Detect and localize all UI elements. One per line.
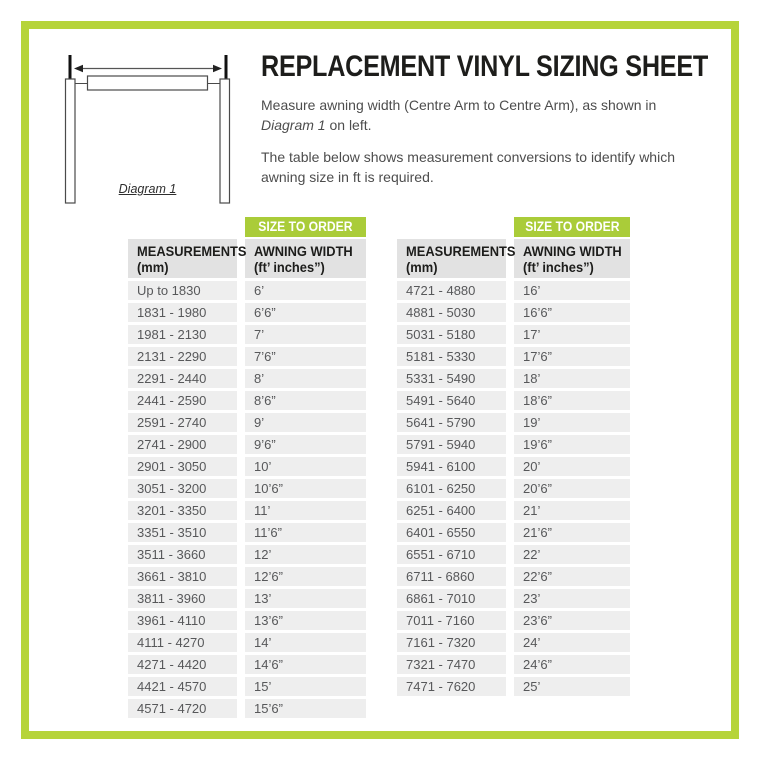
awning-width-cell: 10’6” (245, 479, 366, 498)
awning-width-cell: 8’ (245, 369, 366, 388)
table-row (128, 545, 366, 564)
awning-width-cell: 19’ (514, 413, 630, 432)
measurement-range-cell: 4571 - 4720 (128, 699, 237, 718)
awning-width-cell: 20’6” (514, 479, 630, 498)
table-row (397, 325, 630, 344)
width-arrow-right-head (213, 65, 222, 72)
table-header-row (128, 239, 366, 278)
measurements-header-cell (397, 239, 516, 278)
intro-paragraph-1 (261, 95, 681, 135)
badge-row (397, 217, 630, 237)
table-row (397, 391, 630, 410)
awning-width-cell: 7’ (245, 325, 366, 344)
measurement-range-cell: 2441 - 2590 (128, 391, 237, 410)
awning-width-cell: 23’ (514, 589, 630, 608)
awning-width-cell: 16’ (514, 281, 630, 300)
intro-p1-post: on left. (325, 117, 372, 133)
measurement-range-cell: 5791 - 5940 (397, 435, 506, 454)
measurement-range-cell: 3201 - 3350 (128, 501, 237, 520)
size-to-order-badge (245, 217, 366, 237)
diagram-caption (55, 182, 240, 196)
awning-width-cell: 6’6” (245, 303, 366, 322)
table-row (397, 303, 630, 322)
awning-width-cell: 14’6” (245, 655, 366, 674)
measurements-header-line1: MEASUREMENTS (406, 243, 516, 259)
measurement-range-cell: 4271 - 4420 (128, 655, 237, 674)
table-row (128, 589, 366, 608)
table-row (128, 677, 366, 696)
table-row (397, 479, 630, 498)
size-table-right (397, 217, 630, 699)
awning-width-cell: 6’ (245, 281, 366, 300)
intro-p1-diagram-ref: Diagram 1 (261, 117, 326, 133)
width-arrow-left-head (74, 65, 83, 72)
measurements-header-line2: (mm) (406, 259, 438, 275)
measurement-range-cell: 1981 - 2130 (128, 325, 237, 344)
table-row (397, 435, 630, 454)
size-table-left (128, 217, 366, 721)
awning-width-cell: 21’ (514, 501, 630, 520)
table-row (397, 457, 630, 476)
measurement-range-cell: 6711 - 6860 (397, 567, 506, 586)
awning-width-header-line2: (ft’ inches”) (523, 259, 594, 275)
table-row (128, 369, 366, 388)
table-row (397, 611, 630, 630)
table-row (128, 633, 366, 652)
table-row (397, 655, 630, 674)
awning-width-cell: 16’6” (514, 303, 630, 322)
measurement-range-cell: 3961 - 4110 (128, 611, 237, 630)
awning-width-cell: 14’ (245, 633, 366, 652)
awning-width-header-cell (245, 239, 366, 278)
measurement-range-cell: 6101 - 6250 (397, 479, 506, 498)
awning-width-cell: 13’ (245, 589, 366, 608)
measurement-range-cell: 7471 - 7620 (397, 677, 506, 696)
measurement-range-cell: 7011 - 7160 (397, 611, 506, 630)
measurement-range-cell: 6401 - 6550 (397, 523, 506, 542)
table-row (397, 677, 630, 696)
table-row (128, 611, 366, 630)
size-to-order-label: SIZE TO ORDER (258, 219, 353, 234)
awning-width-cell: 15’ (245, 677, 366, 696)
table-row (128, 567, 366, 586)
table-row (128, 457, 366, 476)
measurement-range-cell: 2591 - 2740 (128, 413, 237, 432)
measurement-range-cell: 5031 - 5180 (397, 325, 506, 344)
measurement-range-cell: 5331 - 5490 (397, 369, 506, 388)
measurement-range-cell: 2291 - 2440 (128, 369, 237, 388)
table-row (128, 479, 366, 498)
table-row (128, 347, 366, 366)
table-header-row (397, 239, 630, 278)
table-row (128, 655, 366, 674)
table-row (397, 545, 630, 564)
awning-width-cell: 12’6” (245, 567, 366, 586)
page-title: REPLACEMENT VINYL SIZING SHEET (261, 50, 709, 83)
awning-width-cell: 18’ (514, 369, 630, 388)
measurement-range-cell: 1831 - 1980 (128, 303, 237, 322)
awning-width-cell: 17’ (514, 325, 630, 344)
measurement-range-cell: 4721 - 4880 (397, 281, 506, 300)
intro-p1-pre: Measure awning width (Centre Arm to Centre Arm), as shown in (261, 97, 657, 113)
table-row (128, 699, 366, 718)
measurements-header-line2: (mm) (137, 259, 169, 275)
measurement-range-cell: 5941 - 6100 (397, 457, 506, 476)
awning-width-cell: 7’6” (245, 347, 366, 366)
awning-width-header-cell (514, 239, 630, 278)
measurement-range-cell: 6861 - 7010 (397, 589, 506, 608)
awning-width-cell: 22’6” (514, 567, 630, 586)
measurement-range-cell: 2131 - 2290 (128, 347, 237, 366)
table-row (397, 589, 630, 608)
roller-tube (88, 76, 208, 90)
table-row (128, 325, 366, 344)
measurement-range-cell: 7321 - 7470 (397, 655, 506, 674)
awning-width-cell: 11’6” (245, 523, 366, 542)
awning-width-cell: 22’ (514, 545, 630, 564)
table-row (397, 413, 630, 432)
awning-width-cell: 12’ (245, 545, 366, 564)
table-row (128, 391, 366, 410)
awning-width-cell: 24’6” (514, 655, 630, 674)
table-row (397, 501, 630, 520)
awning-width-cell: 15’6” (245, 699, 366, 718)
table-row (397, 347, 630, 366)
table-rows (397, 281, 630, 696)
table-row (128, 413, 366, 432)
measurement-range-cell: 3661 - 3810 (128, 567, 237, 586)
table-row (128, 523, 366, 542)
table-row (397, 281, 630, 300)
measurement-range-cell: 2741 - 2900 (128, 435, 237, 454)
measurement-range-cell: 3351 - 3510 (128, 523, 237, 542)
awning-width-header-line1: AWNING WIDTH (523, 243, 622, 259)
measurement-range-cell: 4111 - 4270 (128, 633, 237, 652)
table-row (397, 567, 630, 586)
measurement-range-cell: 5641 - 5790 (397, 413, 506, 432)
table-row (128, 501, 366, 520)
awning-width-header-line2: (ft’ inches”) (254, 259, 325, 275)
table-rows (128, 281, 366, 718)
measurements-header-line1: MEASUREMENTS (137, 243, 247, 259)
measurement-range-cell: 5181 - 5330 (397, 347, 506, 366)
intro-paragraph-2: The table below shows measurement conversions to identify which awning size in ft is required. (261, 149, 675, 185)
measurement-range-cell: 4881 - 5030 (397, 303, 506, 322)
awning-width-cell: 9’ (245, 413, 366, 432)
awning-width-header-line1: AWNING WIDTH (254, 243, 353, 259)
table-row (397, 369, 630, 388)
awning-width-cell: 23’6” (514, 611, 630, 630)
awning-width-cell: 25’ (514, 677, 630, 696)
measurement-range-cell: 7161 - 7320 (397, 633, 506, 652)
measurement-range-cell: 6551 - 6710 (397, 545, 506, 564)
awning-width-cell: 9’6” (245, 435, 366, 454)
table-row (128, 435, 366, 454)
measurement-range-cell: 3811 - 3960 (128, 589, 237, 608)
awning-width-cell: 20’ (514, 457, 630, 476)
table-row (128, 281, 366, 300)
measurement-range-cell: 3051 - 3200 (128, 479, 237, 498)
measurement-range-cell: 4421 - 4570 (128, 677, 237, 696)
awning-width-cell: 24’ (514, 633, 630, 652)
table-row (397, 633, 630, 652)
size-to-order-badge (514, 217, 630, 237)
table-row (128, 303, 366, 322)
measurement-range-cell: 6251 - 6400 (397, 501, 506, 520)
measurement-range-cell: 2901 - 3050 (128, 457, 237, 476)
intro-text (261, 95, 681, 187)
measurement-range-cell: 5491 - 5640 (397, 391, 506, 410)
measurement-range-cell: 3511 - 3660 (128, 545, 237, 564)
badge-row (128, 217, 366, 237)
awning-width-cell: 13’6” (245, 611, 366, 630)
awning-width-cell: 18’6” (514, 391, 630, 410)
awning-width-cell: 8’6” (245, 391, 366, 410)
measurements-header-cell (128, 239, 247, 278)
awning-width-cell: 11’ (245, 501, 366, 520)
awning-width-cell: 19’6” (514, 435, 630, 454)
table-row (397, 523, 630, 542)
measurement-range-cell: Up to 1830 (128, 281, 237, 300)
awning-width-cell: 10’ (245, 457, 366, 476)
diagram-caption-text: Diagram 1 (118, 182, 177, 196)
awning-diagram (55, 48, 240, 208)
awning-width-cell: 21’6” (514, 523, 630, 542)
awning-width-cell: 17’6” (514, 347, 630, 366)
size-to-order-label: SIZE TO ORDER (524, 219, 620, 234)
